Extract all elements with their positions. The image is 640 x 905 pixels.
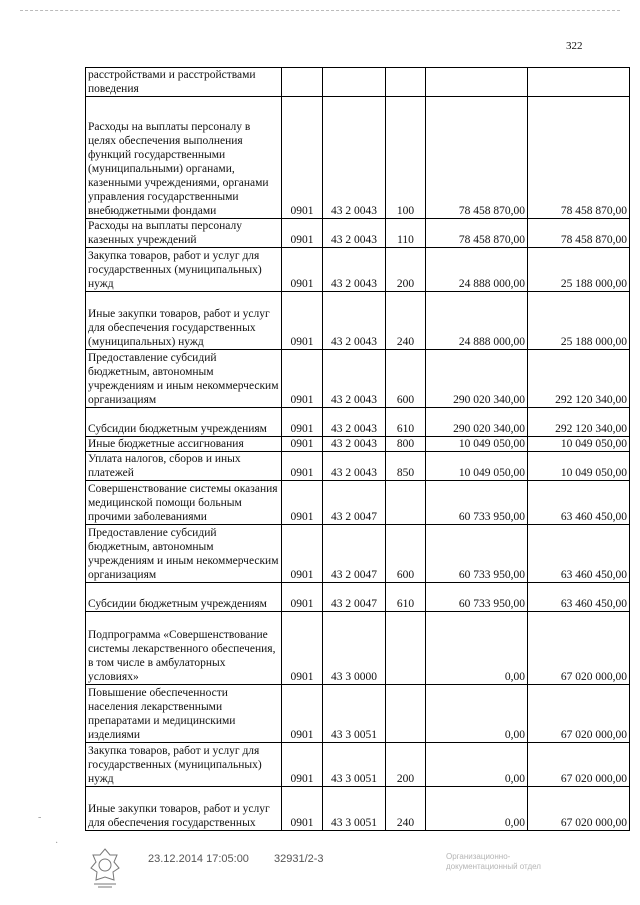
row-expense-type-cell: 100 xyxy=(386,97,426,219)
row-target-article-cell: 43 2 0043 xyxy=(323,97,386,219)
table-row xyxy=(86,525,630,583)
row-name-cell: Закупка товаров, работ и услуг для государственных (муниципальных) нужд xyxy=(86,743,282,787)
row-name-cell: Предоставление субсидий бюджетным, автономным учреждениям и иным некоммерческим организациям xyxy=(86,350,282,408)
emblem-stamp-icon xyxy=(86,846,124,888)
row-section-cell: 0901 xyxy=(282,685,323,743)
table-row xyxy=(86,481,630,525)
row-section-cell: 0901 xyxy=(282,248,323,292)
row-amount-2015-cell xyxy=(426,68,528,97)
row-section-cell: 0901 xyxy=(282,481,323,525)
row-section-cell xyxy=(282,68,323,97)
row-amount-2016-cell: 67 020 000,00 xyxy=(528,685,630,743)
row-expense-type-cell: 600 xyxy=(386,525,426,583)
row-name-cell: Совершенствование системы оказания медицинской помощи больным прочими заболеваниями xyxy=(86,481,282,525)
row-amount-2015-cell: 290 020 340,00 xyxy=(426,350,528,408)
row-target-article-cell: 43 2 0043 xyxy=(323,248,386,292)
row-amount-2015-cell: 24 888 000,00 xyxy=(426,292,528,350)
footer-document-code: 32931/2-3 xyxy=(274,853,324,865)
row-expense-type-cell: 240 xyxy=(386,787,426,831)
row-name-cell: Иные закупки товаров, работ и услуг для обеспечения государственных xyxy=(86,787,282,831)
row-amount-2016-cell: 78 458 870,00 xyxy=(528,219,630,248)
table-row xyxy=(86,437,630,452)
row-name-cell: Закупка товаров, работ и услуг для государственных (муниципальных) нужд xyxy=(86,248,282,292)
row-amount-2015-cell: 60 733 950,00 xyxy=(426,583,528,612)
row-amount-2016-cell xyxy=(528,68,630,97)
row-amount-2015-cell: 0,00 xyxy=(426,612,528,685)
row-expense-type-cell: 600 xyxy=(386,350,426,408)
row-target-article-cell: 43 2 0043 xyxy=(323,219,386,248)
row-section-cell: 0901 xyxy=(282,97,323,219)
footer-datetime: 23.12.2014 17:05:00 xyxy=(148,853,249,865)
row-name-cell: Субсидии бюджетным учреждениям xyxy=(86,408,282,437)
margin-mark: - xyxy=(38,812,42,823)
scan-top-edge xyxy=(20,10,620,12)
table-row xyxy=(86,248,630,292)
row-amount-2016-cell: 25 188 000,00 xyxy=(528,292,630,350)
row-amount-2015-cell: 290 020 340,00 xyxy=(426,408,528,437)
row-amount-2016-cell: 10 049 050,00 xyxy=(528,437,630,452)
row-name-cell: Иные закупки товаров, работ и услуг для обеспечения государственных (муниципальных) нужд xyxy=(86,292,282,350)
row-amount-2016-cell: 25 188 000,00 xyxy=(528,248,630,292)
table-row xyxy=(86,292,630,350)
row-section-cell: 0901 xyxy=(282,292,323,350)
row-amount-2015-cell: 60 733 950,00 xyxy=(426,525,528,583)
table-row xyxy=(86,452,630,481)
row-amount-2015-cell: 24 888 000,00 xyxy=(426,248,528,292)
row-amount-2016-cell: 63 460 450,00 xyxy=(528,525,630,583)
table-row xyxy=(86,68,630,97)
row-expense-type-cell: 800 xyxy=(386,437,426,452)
row-amount-2015-cell: 10 049 050,00 xyxy=(426,437,528,452)
row-expense-type-cell: 200 xyxy=(386,248,426,292)
table-row xyxy=(86,583,630,612)
row-section-cell: 0901 xyxy=(282,452,323,481)
row-expense-type-cell: 610 xyxy=(386,408,426,437)
table-row xyxy=(86,408,630,437)
row-section-cell: 0901 xyxy=(282,437,323,452)
row-target-article-cell xyxy=(323,68,386,97)
row-name-cell: Повышение обеспеченности населения лекарственными препаратами и медицинскими изделиями xyxy=(86,685,282,743)
row-expense-type-cell: 610 xyxy=(386,583,426,612)
table-row xyxy=(86,743,630,787)
row-target-article-cell: 43 2 0047 xyxy=(323,525,386,583)
row-amount-2016-cell: 67 020 000,00 xyxy=(528,743,630,787)
row-amount-2015-cell: 0,00 xyxy=(426,743,528,787)
row-name-cell: Иные бюджетные ассигнования xyxy=(86,437,282,452)
row-amount-2015-cell: 0,00 xyxy=(426,685,528,743)
row-expense-type-cell: 850 xyxy=(386,452,426,481)
table-row xyxy=(86,787,630,831)
row-expense-type-cell xyxy=(386,685,426,743)
table-row xyxy=(86,97,630,219)
row-amount-2015-cell: 60 733 950,00 xyxy=(426,481,528,525)
row-target-article-cell: 43 2 0043 xyxy=(323,350,386,408)
row-target-article-cell: 43 2 0043 xyxy=(323,437,386,452)
table-row xyxy=(86,219,630,248)
row-name-cell: Подпрограмма «Совершенствование системы лекарственного обеспечения, в том числе в амбулаторных условиях» xyxy=(86,612,282,685)
row-section-cell: 0901 xyxy=(282,787,323,831)
row-target-article-cell: 43 3 0051 xyxy=(323,743,386,787)
row-expense-type-cell: 200 xyxy=(386,743,426,787)
row-section-cell: 0901 xyxy=(282,743,323,787)
row-expense-type-cell xyxy=(386,612,426,685)
row-amount-2016-cell: 67 020 000,00 xyxy=(528,612,630,685)
row-amount-2016-cell: 63 460 450,00 xyxy=(528,583,630,612)
budget-table-body xyxy=(86,68,630,831)
row-expense-type-cell: 110 xyxy=(386,219,426,248)
row-name-cell: расстройствами и расстройствами поведения xyxy=(86,68,282,97)
table-row xyxy=(86,350,630,408)
row-amount-2016-cell: 67 020 000,00 xyxy=(528,787,630,831)
row-amount-2015-cell: 78 458 870,00 xyxy=(426,97,528,219)
row-target-article-cell: 43 2 0047 xyxy=(323,481,386,525)
row-amount-2016-cell: 63 460 450,00 xyxy=(528,481,630,525)
row-target-article-cell: 43 3 0000 xyxy=(323,612,386,685)
row-expense-type-cell xyxy=(386,68,426,97)
row-name-cell: Субсидии бюджетным учреждениям xyxy=(86,583,282,612)
row-name-cell: Уплата налогов, сборов и иных платежей xyxy=(86,452,282,481)
row-section-cell: 0901 xyxy=(282,583,323,612)
row-amount-2016-cell: 78 458 870,00 xyxy=(528,97,630,219)
row-section-cell: 0901 xyxy=(282,408,323,437)
row-expense-type-cell xyxy=(386,481,426,525)
row-target-article-cell: 43 3 0051 xyxy=(323,685,386,743)
row-name-cell: Предоставление субсидий бюджетным, автономным учреждениям и иным некоммерческим организациям xyxy=(86,525,282,583)
row-expense-type-cell: 240 xyxy=(386,292,426,350)
row-amount-2015-cell: 0,00 xyxy=(426,787,528,831)
row-section-cell: 0901 xyxy=(282,350,323,408)
row-target-article-cell: 43 2 0043 xyxy=(323,292,386,350)
row-section-cell: 0901 xyxy=(282,525,323,583)
row-name-cell: Расходы на выплаты персоналу казенных учреждений xyxy=(86,219,282,248)
page-number: 322 xyxy=(566,40,583,52)
row-target-article-cell: 43 2 0043 xyxy=(323,452,386,481)
footer-faded-note: Организационно-документационный отдел xyxy=(446,852,541,871)
row-name-cell: Расходы на выплаты персоналу в целях обеспечения выполнения функций государственными (муниципальными) органами, казенными учреждениями, органами управления государственными внебюджетными фондами xyxy=(86,97,282,219)
row-section-cell: 0901 xyxy=(282,219,323,248)
row-target-article-cell: 43 2 0043 xyxy=(323,408,386,437)
row-amount-2016-cell: 292 120 340,00 xyxy=(528,350,630,408)
row-target-article-cell: 43 2 0047 xyxy=(323,583,386,612)
row-amount-2016-cell: 292 120 340,00 xyxy=(528,408,630,437)
row-amount-2015-cell: 10 049 050,00 xyxy=(426,452,528,481)
row-amount-2015-cell: 78 458 870,00 xyxy=(426,219,528,248)
margin-mark: · xyxy=(55,838,59,849)
table-row xyxy=(86,685,630,743)
row-target-article-cell: 43 3 0051 xyxy=(323,787,386,831)
budget-table xyxy=(85,67,630,831)
row-amount-2016-cell: 10 049 050,00 xyxy=(528,452,630,481)
table-row xyxy=(86,612,630,685)
row-section-cell: 0901 xyxy=(282,612,323,685)
